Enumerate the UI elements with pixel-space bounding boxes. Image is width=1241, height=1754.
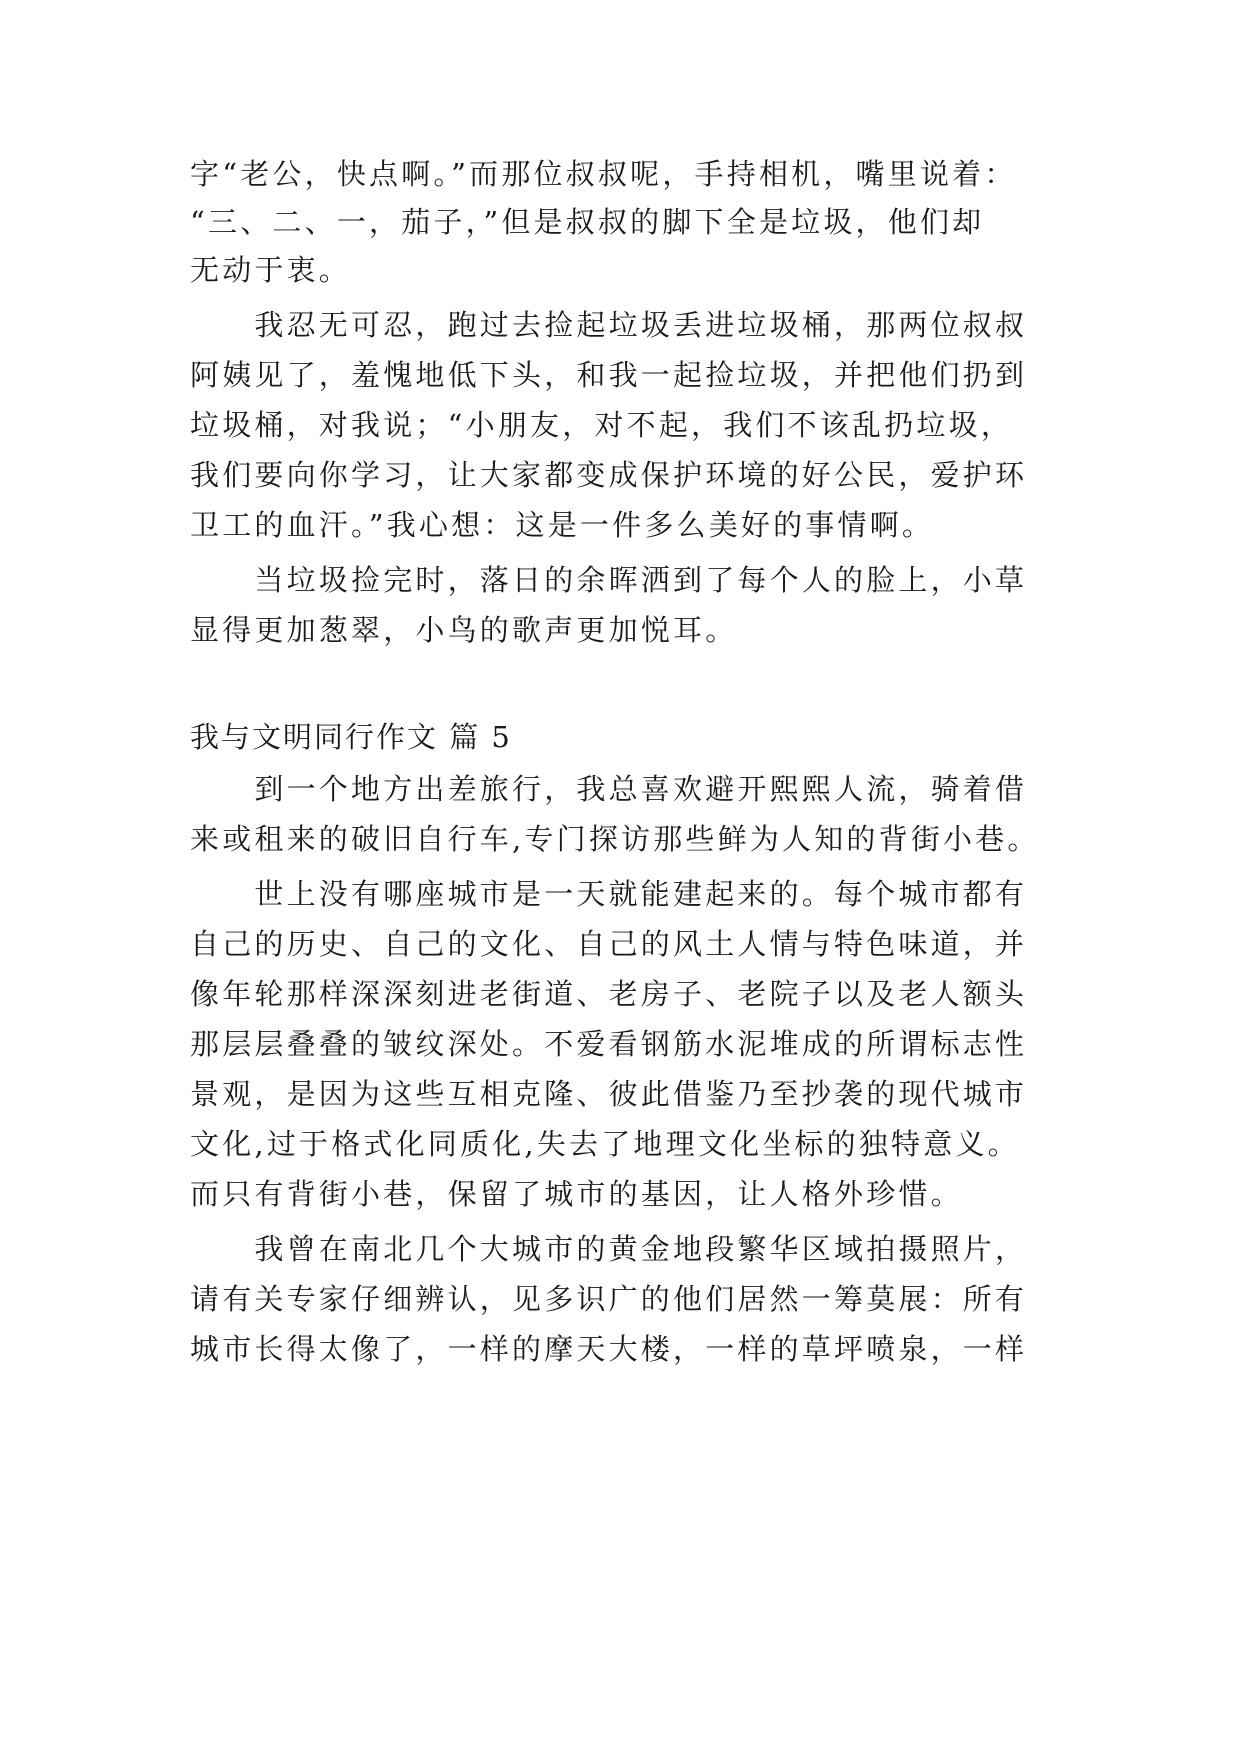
text-line: 文化,过于格式化同质化,失去了地理文化坐标的独特意义。: [190, 1127, 1020, 1161]
text-line: 到一个地方出差旅行，我总喜欢避开熙熙人流，骑着借: [190, 772, 1028, 806]
text-line: 显得更加葱翠，小鸟的歌声更加悦耳。: [190, 613, 738, 647]
text-line: 自己的历史、自己的文化、自己的风土人情与特色味道，并: [190, 927, 1028, 961]
text-line: 请有关专家仔细辨认，见多识广的他们居然一筹莫展：所有: [190, 1282, 1028, 1316]
text-line: 景观，是因为这些互相克隆、彼此借鉴乃至抄袭的现代城市: [190, 1077, 1028, 1111]
text-line: 阿姨见了，羞愧地低下头，和我一起捡垃圾，并把他们扔到: [190, 358, 1028, 392]
text-line: 字“老公，快点啊。”而那位叔叔呢，手持相机，嘴里说着：: [190, 157, 1017, 191]
text-line: 城市长得太像了，一样的摩天大楼，一样的草坪喷泉，一样: [190, 1332, 1028, 1366]
text-line: 像年轮那样深深刻进老街道、老房子、老院子以及老人额头: [190, 977, 1028, 1011]
text-line: 世上没有哪座城市是一天就能建起来的。每个城市都有: [190, 877, 1028, 911]
text-line: 来或租来的破旧自行车,专门探访那些鲜为人知的背街小巷。: [190, 822, 1040, 856]
text-line: 卫工的血汗。”我心想：这是一件多么美好的事情啊。: [190, 508, 935, 542]
text-line: 那层层叠叠的皱纹深处。不爱看钢筋水泥堆成的所谓标志性: [190, 1027, 1028, 1061]
text-line: 而只有背街小巷，保留了城市的基因，让人格外珍惜。: [190, 1177, 963, 1211]
text-line: “三、二、一，茄子，”但是叔叔的脚下全是垃圾，他们却: [190, 205, 985, 239]
text-line: 当垃圾捡完时，落日的余晖洒到了每个人的脸上，小草: [190, 563, 1028, 597]
section-heading: 我与文明同行作文 篇 5: [190, 720, 512, 754]
text-line: 垃圾桶，对我说；“小朋友，对不起，我们不该乱扔垃圾，: [190, 408, 1014, 442]
text-line: 无动于衷。: [190, 253, 352, 287]
text-line: 我们要向你学习，让大家都变成保护环境的好公民，爱护环: [190, 458, 1028, 492]
text-line: 我忍无可忍，跑过去捡起垃圾丢进垃圾桶，那两位叔叔: [190, 308, 1028, 342]
text-line: 我曾在南北几个大城市的黄金地段繁华区域拍摄照片，: [190, 1232, 1028, 1266]
